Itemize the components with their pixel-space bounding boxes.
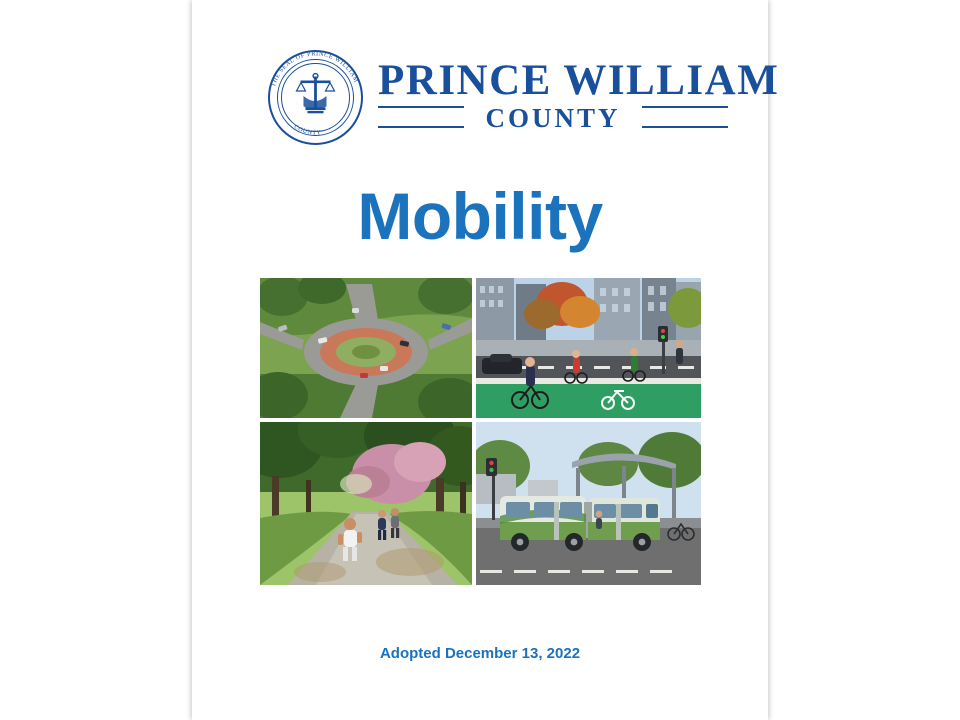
- document-page: [192, 0, 780, 720]
- photo-protected-bike-lane: [476, 278, 701, 418]
- adopted-date: Adopted December 13, 2022: [379, 645, 581, 662]
- photo-roundabout: [260, 278, 472, 418]
- page-title: Mobility: [357, 179, 603, 253]
- county-wordmark: [378, 56, 780, 144]
- svg-text:THE SEAL OF PRINCE WILLIAM: THE SEAL OF PRINCE WILLIAM: [269, 50, 360, 88]
- masthead: [192, 40, 780, 155]
- photo-shared-use-trail: [260, 422, 472, 585]
- photo-articulated-bus: [476, 422, 701, 585]
- county-seal-icon: [268, 50, 363, 145]
- wordmark-line-prince-william: PRINCE WILLIAM: [378, 57, 780, 104]
- cover-photo-grid: [260, 278, 701, 585]
- svg-text:COUNTY: COUNTY: [292, 123, 322, 137]
- wordmark-line-county: COUNTY: [464, 104, 642, 132]
